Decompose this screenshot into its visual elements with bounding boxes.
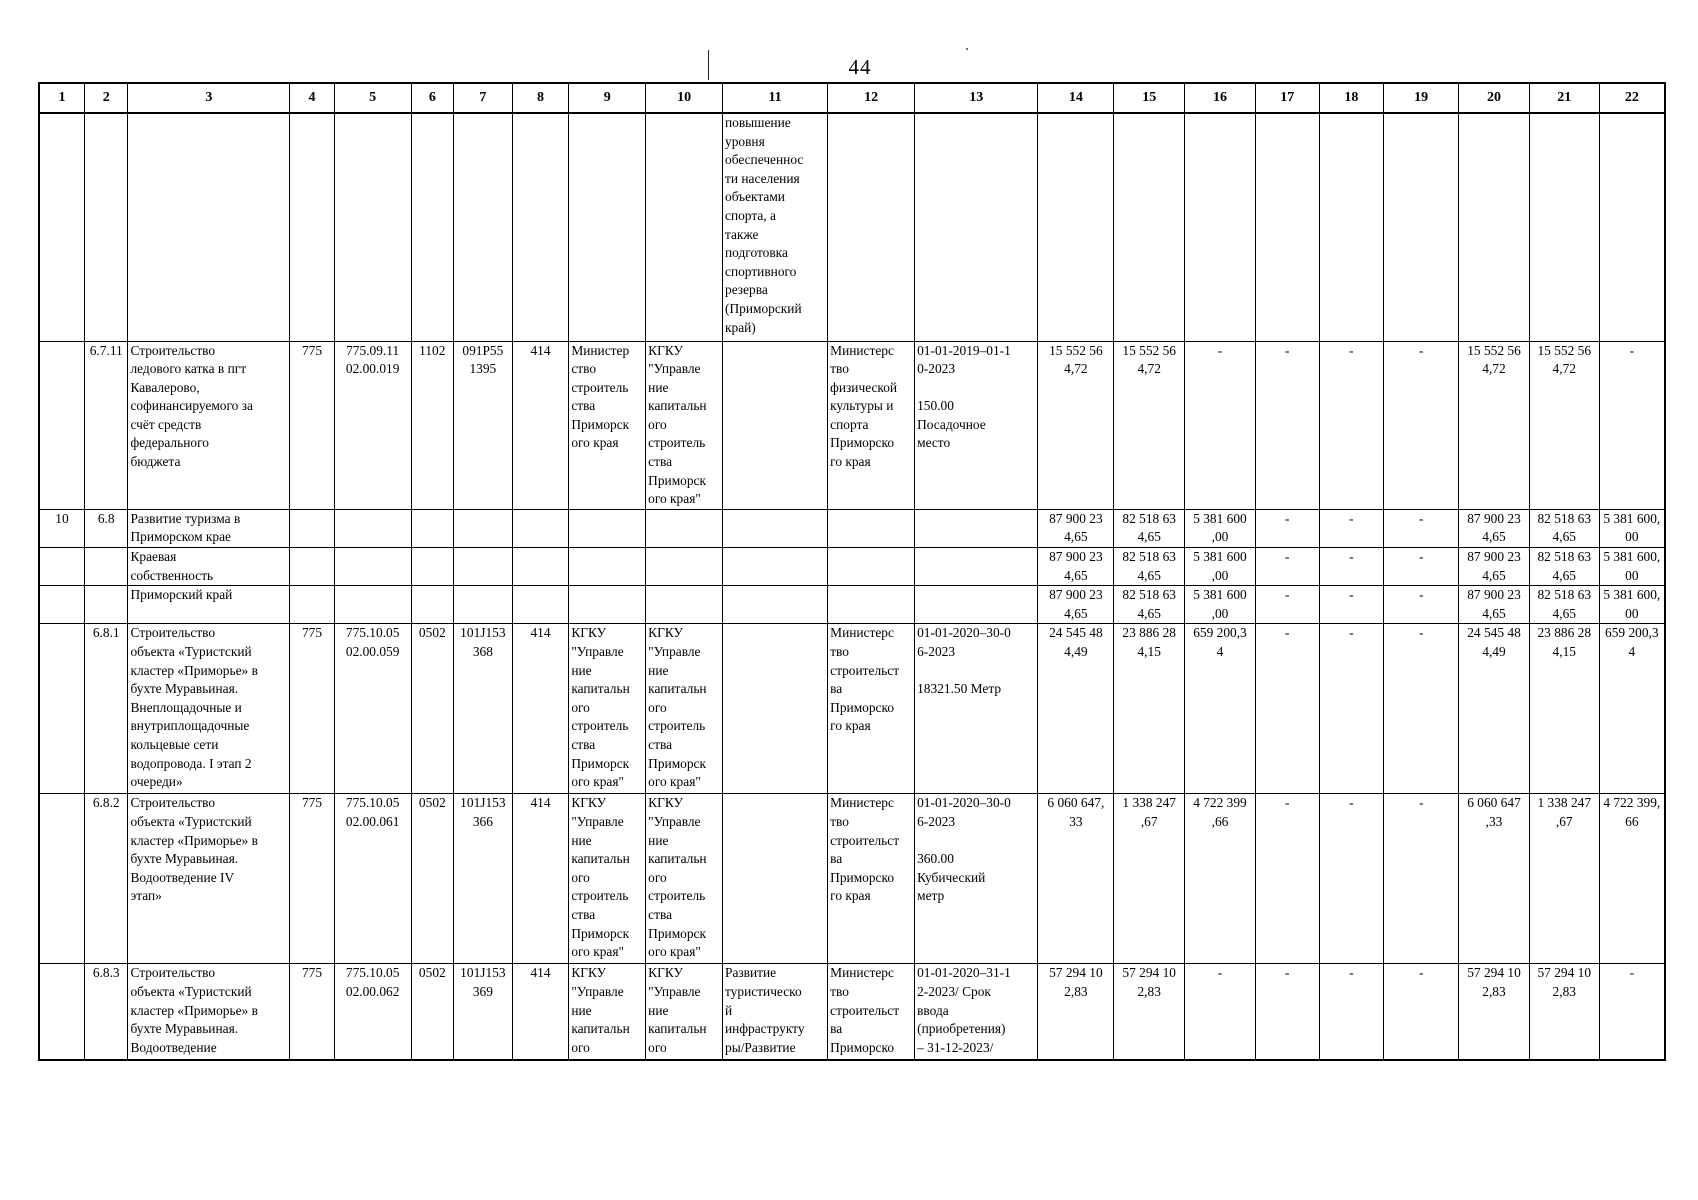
table-cell-col-22: -: [1599, 964, 1665, 1060]
table-cell-col-18: -: [1319, 794, 1384, 964]
table-cell-col-4: 775: [290, 964, 334, 1060]
table-cell-col-18: -: [1319, 341, 1384, 509]
table-cell-col-10: [646, 586, 723, 624]
table-cell-col-22: 5 381 600, 00: [1599, 509, 1665, 547]
table-cell-col-22: 4 722 399, 66: [1599, 794, 1665, 964]
table-cell-col-3: Строительство объекта «Туристский кластер «Приморье» в бухте Муравьиная. Внеплощадочные и внутриплощадочные кольцевые сети водопровода. I этап 2 очереди»: [128, 624, 290, 794]
table-cell-col-8: 414: [512, 794, 569, 964]
table-cell-col-4: [290, 548, 334, 586]
table-cell-col-2: 6.8.1: [85, 624, 128, 794]
table-cell-col-22: 5 381 600, 00: [1599, 548, 1665, 586]
table-cell-col-12: [828, 113, 915, 341]
table-cell-col-2: 6.8.2: [85, 794, 128, 964]
column-header-20: 20: [1459, 83, 1530, 113]
table-cell-col-7: [454, 509, 513, 547]
page-number: 44: [848, 55, 872, 79]
table-cell-col-14: 87 900 23 4,65: [1038, 586, 1114, 624]
table-cell-col-12: [828, 509, 915, 547]
table-cell-col-6: [411, 548, 453, 586]
table-cell-col-11: [723, 509, 828, 547]
table-cell-col-6: [411, 509, 453, 547]
table-cell-col-16: 5 381 600 ,00: [1185, 586, 1256, 624]
table-cell-col-20: 87 900 23 4,65: [1459, 509, 1530, 547]
column-header-15: 15: [1114, 83, 1185, 113]
table-cell-col-10: КГКУ "Управле ние капитальн ого строитель ства Приморск ого края": [646, 794, 723, 964]
column-header-5: 5: [334, 83, 411, 113]
table-cell-col-15: 82 518 63 4,65: [1114, 586, 1185, 624]
table-cell-col-16: [1185, 113, 1256, 341]
header-row: [39, 83, 1665, 113]
table-row: [39, 113, 1665, 341]
table-cell-col-2: 6.7.11: [85, 341, 128, 509]
table-cell-col-3: Строительство объекта «Туристский кластер «Приморье» в бухте Муравьиная. Водоотведение IV этап»: [128, 794, 290, 964]
table-cell-col-15: 23 886 28 4,15: [1114, 624, 1185, 794]
table-cell-col-17: -: [1255, 794, 1319, 964]
table-cell-col-1: [39, 548, 85, 586]
table-cell-col-5: [334, 548, 411, 586]
table-cell-col-4: [290, 586, 334, 624]
table-cell-col-4: 775: [290, 341, 334, 509]
table-cell-col-19: -: [1384, 548, 1459, 586]
table-cell-col-14: 87 900 23 4,65: [1038, 548, 1114, 586]
table-cell-col-2: [85, 586, 128, 624]
table-cell-col-18: [1319, 113, 1384, 341]
table-cell-col-11: [723, 341, 828, 509]
table-cell-col-21: 1 338 247 ,67: [1529, 794, 1599, 964]
table-cell-col-12: Министерс тво строительст ва Приморско го края: [828, 624, 915, 794]
table-cell-col-11: [723, 624, 828, 794]
table-cell-col-13: 01-01-2020–30-0 6-2023 18321.50 Метр: [915, 624, 1038, 794]
table-cell-col-15: 57 294 10 2,83: [1114, 964, 1185, 1060]
table-cell-col-5: [334, 113, 411, 341]
table-cell-col-12: [828, 548, 915, 586]
table-cell-col-9: КГКУ "Управле ние капитальн ого строитель ства Приморск ого края": [569, 624, 646, 794]
table-cell-col-20: 87 900 23 4,65: [1459, 548, 1530, 586]
table-cell-col-3: [128, 113, 290, 341]
table-cell-col-3: Приморский край: [128, 586, 290, 624]
table-cell-col-7: [454, 548, 513, 586]
table-cell-col-14: 15 552 56 4,72: [1038, 341, 1114, 509]
table-cell-col-11: [723, 548, 828, 586]
table-cell-col-21: 57 294 10 2,83: [1529, 964, 1599, 1060]
table-cell-col-20: 87 900 23 4,65: [1459, 586, 1530, 624]
table-cell-col-19: -: [1384, 509, 1459, 547]
table-cell-col-12: Министерс тво строительст ва Приморско: [828, 964, 915, 1060]
table-cell-col-10: [646, 509, 723, 547]
table-cell-col-15: 82 518 63 4,65: [1114, 548, 1185, 586]
table-cell-col-7: [454, 586, 513, 624]
table-row: [39, 794, 1665, 964]
table-cell-col-10: КГКУ "Управле ние капитальн ого строитель ства Приморск ого края": [646, 624, 723, 794]
table-cell-col-20: 57 294 10 2,83: [1459, 964, 1530, 1060]
table-cell-col-1: [39, 794, 85, 964]
table-cell-col-15: [1114, 113, 1185, 341]
table-cell-col-18: -: [1319, 964, 1384, 1060]
table-cell-col-5: 775.10.05 02.00.059: [334, 624, 411, 794]
table-cell-col-11: Развитие туристическо й инфраструкту ры/Развитие: [723, 964, 828, 1060]
table-cell-col-8: 414: [512, 964, 569, 1060]
column-header-12: 12: [828, 83, 915, 113]
table-cell-col-7: 101J153 366: [454, 794, 513, 964]
table-cell-col-2: [85, 548, 128, 586]
table-cell-col-14: [1038, 113, 1114, 341]
table-cell-col-15: 82 518 63 4,65: [1114, 509, 1185, 547]
table-cell-col-9: КГКУ "Управле ние капитальн ого строитель ства Приморск ого края": [569, 794, 646, 964]
table-cell-col-13: 01-01-2020–30-0 6-2023 360.00 Кубический метр: [915, 794, 1038, 964]
table-cell-col-7: 091P55 1395: [454, 341, 513, 509]
column-header-1: 1: [39, 83, 85, 113]
table-row: [39, 624, 1665, 794]
table-cell-col-19: -: [1384, 964, 1459, 1060]
pen-mark: [708, 50, 709, 80]
column-header-14: 14: [1038, 83, 1114, 113]
table-cell-col-5: 775.09.11 02.00.019: [334, 341, 411, 509]
table-cell-col-22: 5 381 600, 00: [1599, 586, 1665, 624]
table-cell-col-2: 6.8: [85, 509, 128, 547]
column-header-17: 17: [1255, 83, 1319, 113]
table-cell-col-1: [39, 113, 85, 341]
column-header-16: 16: [1185, 83, 1256, 113]
table-cell-col-1: [39, 964, 85, 1060]
table-cell-col-12: Министерс тво физической культуры и спорта Приморско го края: [828, 341, 915, 509]
table-cell-col-16: 4 722 399 ,66: [1185, 794, 1256, 964]
table-cell-col-13: [915, 586, 1038, 624]
table-cell-col-6: 0502: [411, 964, 453, 1060]
table-cell-col-4: 775: [290, 624, 334, 794]
table-cell-col-3: Строительство ледового катка в пгт Кавалерово, софинансируемого за счёт средств федерального бюджета: [128, 341, 290, 509]
table-cell-col-19: -: [1384, 624, 1459, 794]
table-cell-col-21: 23 886 28 4,15: [1529, 624, 1599, 794]
table-cell-col-19: -: [1384, 341, 1459, 509]
column-header-7: 7: [454, 83, 513, 113]
column-header-18: 18: [1319, 83, 1384, 113]
table-cell-col-10: [646, 548, 723, 586]
table-cell-col-18: -: [1319, 586, 1384, 624]
table-cell-col-9: Министер ство строитель ства Приморск ого края: [569, 341, 646, 509]
table-cell-col-11: [723, 794, 828, 964]
table-cell-col-20: 6 060 647 ,33: [1459, 794, 1530, 964]
table-cell-col-17: [1255, 113, 1319, 341]
table-cell-col-21: 15 552 56 4,72: [1529, 341, 1599, 509]
column-header-13: 13: [915, 83, 1038, 113]
table-cell-col-22: -: [1599, 341, 1665, 509]
table-cell-col-20: 24 545 48 4,49: [1459, 624, 1530, 794]
table-cell-col-13: 01-01-2019–01-1 0-2023 150.00 Посадочное место: [915, 341, 1038, 509]
table-cell-col-2: [85, 113, 128, 341]
table-cell-col-7: [454, 113, 513, 341]
table-row: [39, 586, 1665, 624]
table-cell-col-18: -: [1319, 548, 1384, 586]
column-header-3: 3: [128, 83, 290, 113]
table-cell-col-7: 101J153 368: [454, 624, 513, 794]
table-cell-col-13: [915, 509, 1038, 547]
table-cell-col-14: 24 545 48 4,49: [1038, 624, 1114, 794]
table-cell-col-8: [512, 509, 569, 547]
table-cell-col-5: [334, 586, 411, 624]
table-cell-col-10: [646, 113, 723, 341]
table-cell-col-17: -: [1255, 586, 1319, 624]
table-cell-col-3: Краевая собственность: [128, 548, 290, 586]
table-cell-col-8: [512, 113, 569, 341]
table-cell-col-4: [290, 509, 334, 547]
table-cell-col-9: [569, 509, 646, 547]
table-cell-col-5: [334, 509, 411, 547]
table-cell-col-4: 775: [290, 794, 334, 964]
table-cell-col-6: [411, 113, 453, 341]
table-row: [39, 964, 1665, 1060]
column-header-10: 10: [646, 83, 723, 113]
table-cell-col-20: [1459, 113, 1530, 341]
scan-speck: [966, 48, 968, 50]
table-cell-col-16: 659 200,3 4: [1185, 624, 1256, 794]
table-cell-col-21: [1529, 113, 1599, 341]
table-cell-col-14: 6 060 647, 33: [1038, 794, 1114, 964]
table-cell-col-22: [1599, 113, 1665, 341]
table-cell-col-6: 0502: [411, 794, 453, 964]
table-cell-col-2: 6.8.3: [85, 964, 128, 1060]
table-cell-col-3: Строительство объекта «Туристский кластер «Приморье» в бухте Муравьиная. Водоотведение: [128, 964, 290, 1060]
table-cell-col-1: [39, 624, 85, 794]
table-cell-col-15: 1 338 247 ,67: [1114, 794, 1185, 964]
table-cell-col-17: -: [1255, 548, 1319, 586]
table-cell-col-14: 57 294 10 2,83: [1038, 964, 1114, 1060]
table-cell-col-8: 414: [512, 341, 569, 509]
column-header-22: 22: [1599, 83, 1665, 113]
table-cell-col-11: повышение уровня обеспеченнос ти населения объектами спорта, а также подготовка спортивного резерва (Приморский край): [723, 113, 828, 341]
table-cell-col-16: -: [1185, 341, 1256, 509]
table-cell-col-17: -: [1255, 964, 1319, 1060]
column-header-2: 2: [85, 83, 128, 113]
table-cell-col-20: 15 552 56 4,72: [1459, 341, 1530, 509]
table-cell-col-13: [915, 113, 1038, 341]
table-cell-col-10: КГКУ "Управле ние капитальн ого: [646, 964, 723, 1060]
table-cell-col-6: 0502: [411, 624, 453, 794]
table-cell-col-12: [828, 586, 915, 624]
budget-table: [38, 82, 1666, 1061]
column-header-19: 19: [1384, 83, 1459, 113]
table-cell-col-1: 10: [39, 509, 85, 547]
table-cell-col-9: КГКУ "Управле ние капитальн ого: [569, 964, 646, 1060]
table-cell-col-16: 5 381 600 ,00: [1185, 509, 1256, 547]
table-cell-col-5: 775.10.05 02.00.061: [334, 794, 411, 964]
table-cell-col-13: 01-01-2020–31-1 2-2023/ Срок ввода (приобретения) – 31-12-2023/: [915, 964, 1038, 1060]
table-row: [39, 341, 1665, 509]
table-cell-col-16: 5 381 600 ,00: [1185, 548, 1256, 586]
table-cell-col-21: 82 518 63 4,65: [1529, 509, 1599, 547]
table-cell-col-18: -: [1319, 624, 1384, 794]
column-header-9: 9: [569, 83, 646, 113]
table-cell-col-15: 15 552 56 4,72: [1114, 341, 1185, 509]
table-cell-col-5: 775.10.05 02.00.062: [334, 964, 411, 1060]
table-cell-col-22: 659 200,3 4: [1599, 624, 1665, 794]
table-cell-col-3: Развитие туризма в Приморском крае: [128, 509, 290, 547]
table-cell-col-8: 414: [512, 624, 569, 794]
table-cell-col-10: КГКУ "Управле ние капитальн ого строитель ства Приморск ого края": [646, 341, 723, 509]
column-header-21: 21: [1529, 83, 1599, 113]
table-cell-col-4: [290, 113, 334, 341]
table-cell-col-1: [39, 586, 85, 624]
table-cell-col-13: [915, 548, 1038, 586]
table-cell-col-6: [411, 586, 453, 624]
table-cell-col-6: 1102: [411, 341, 453, 509]
column-header-11: 11: [723, 83, 828, 113]
table-cell-col-7: 101J153 369: [454, 964, 513, 1060]
table-cell-col-21: 82 518 63 4,65: [1529, 548, 1599, 586]
table-cell-col-19: [1384, 113, 1459, 341]
table-row: [39, 548, 1665, 586]
table-cell-col-17: -: [1255, 509, 1319, 547]
table-cell-col-19: -: [1384, 794, 1459, 964]
column-header-4: 4: [290, 83, 334, 113]
table-cell-col-9: [569, 113, 646, 341]
table-cell-col-17: -: [1255, 341, 1319, 509]
table-cell-col-12: Министерс тво строительст ва Приморско го края: [828, 794, 915, 964]
table-cell-col-8: [512, 586, 569, 624]
table-cell-col-14: 87 900 23 4,65: [1038, 509, 1114, 547]
table-row: [39, 509, 1665, 547]
column-header-6: 6: [411, 83, 453, 113]
table-cell-col-8: [512, 548, 569, 586]
table-body: [39, 113, 1665, 1060]
table-cell-col-21: 82 518 63 4,65: [1529, 586, 1599, 624]
table-cell-col-9: [569, 548, 646, 586]
table-cell-col-16: -: [1185, 964, 1256, 1060]
table-cell-col-17: -: [1255, 624, 1319, 794]
table-cell-col-1: [39, 341, 85, 509]
table-cell-col-18: -: [1319, 509, 1384, 547]
table-cell-col-11: [723, 586, 828, 624]
column-header-8: 8: [512, 83, 569, 113]
table-cell-col-9: [569, 586, 646, 624]
table-cell-col-19: -: [1384, 586, 1459, 624]
